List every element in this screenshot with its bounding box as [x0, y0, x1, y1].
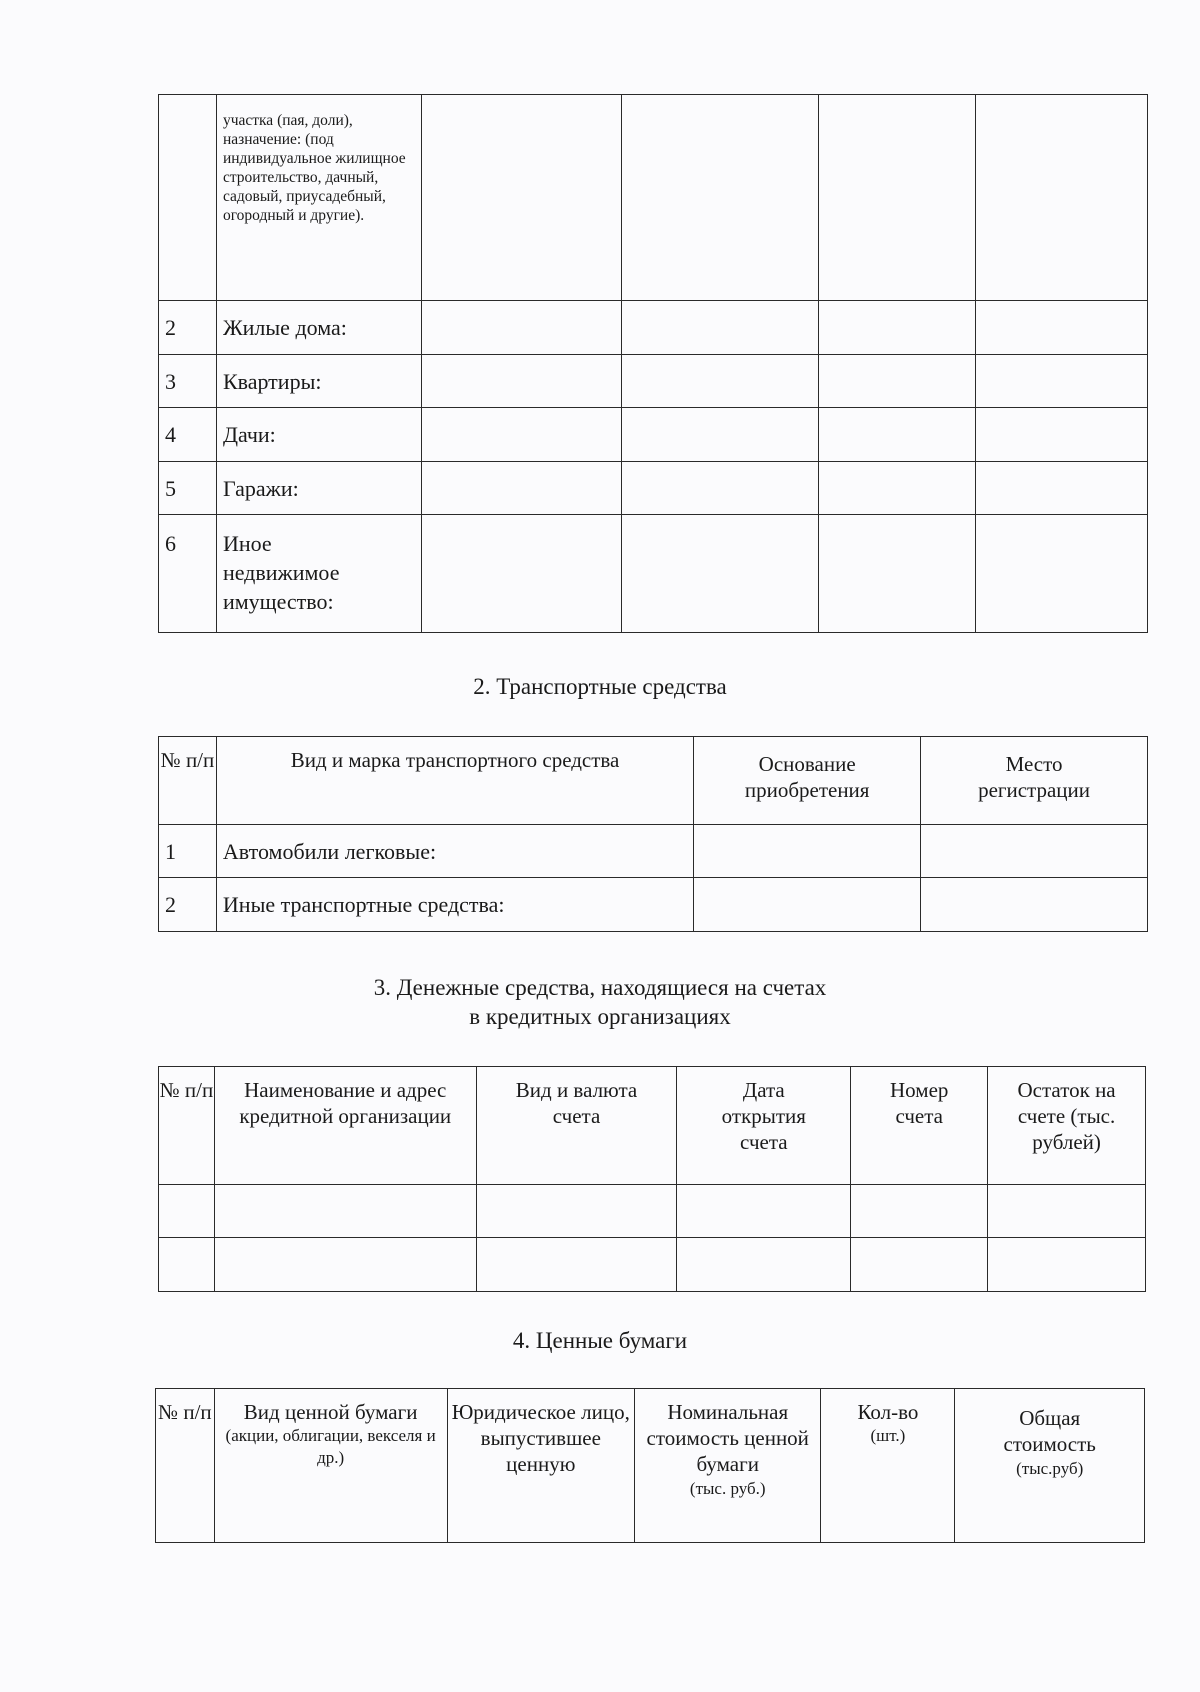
column-header — [635, 1389, 821, 1543]
cell — [819, 95, 976, 301]
cell — [694, 878, 921, 932]
cell — [921, 878, 1148, 932]
cell — [819, 408, 976, 462]
row-label: Дачи: — [216, 408, 421, 462]
cell — [976, 462, 1148, 515]
row-number: 5 — [159, 462, 217, 515]
row-number: 4 — [159, 408, 217, 462]
cell — [476, 1238, 677, 1292]
table-row — [159, 878, 1148, 932]
cell — [677, 1185, 851, 1238]
row-label: Иные транспортные средства: — [216, 878, 693, 932]
cell — [621, 95, 819, 301]
header-subtext: (шт.) — [870, 1426, 906, 1445]
column-header: № п/п — [159, 1067, 215, 1185]
cell — [421, 515, 621, 633]
header-text: Номинальная стоимость ценной бумаги — [646, 1400, 809, 1476]
securities-table — [155, 1388, 1145, 1543]
row-label: Жилые дома: — [216, 301, 421, 355]
cell — [214, 1238, 476, 1292]
cell — [988, 1185, 1146, 1238]
column-header: Дата открытия счета — [677, 1067, 851, 1185]
cell — [851, 1238, 988, 1292]
cell — [159, 1185, 215, 1238]
section-title: 2. Транспортные средства — [473, 674, 727, 699]
row-number: 3 — [159, 355, 217, 408]
header-text: Общая стоимость — [1003, 1406, 1096, 1456]
row-number: 6 — [159, 515, 217, 633]
cell — [159, 1238, 215, 1292]
table-row — [159, 355, 1148, 408]
cell — [421, 301, 621, 355]
table-row — [159, 95, 1148, 301]
cell — [421, 355, 621, 408]
accounts-table — [158, 1066, 1146, 1292]
section-title: в кредитных организациях — [469, 1004, 731, 1029]
header-subtext: (тыс.руб) — [1016, 1459, 1084, 1478]
header-text: Кол-во — [857, 1400, 919, 1424]
cell — [621, 301, 819, 355]
cell — [694, 825, 921, 878]
table-row — [159, 301, 1148, 355]
column-header: Вид и марка транспортного средства — [216, 737, 693, 825]
cell — [976, 408, 1148, 462]
header-subtext: (акции, облигации, векселя и др.) — [225, 1426, 436, 1467]
cell — [976, 355, 1148, 408]
row-number: 2 — [159, 878, 217, 932]
column-header: Юридическое лицо, выпустившее ценную — [447, 1389, 634, 1543]
row-label: Автомобили легковые: — [216, 825, 693, 878]
cell — [621, 408, 819, 462]
cell — [621, 462, 819, 515]
column-header — [821, 1389, 955, 1543]
cell — [421, 408, 621, 462]
cell — [819, 355, 976, 408]
row-label: Гаражи: — [216, 462, 421, 515]
column-header: № п/п — [159, 737, 217, 825]
column-header — [214, 1389, 447, 1543]
section-title: 3. Денежные средства, находящиеся на счетах — [373, 975, 827, 1000]
row-number — [159, 95, 217, 301]
cell — [421, 95, 621, 301]
column-header: Номер счета — [851, 1067, 988, 1185]
realty-table — [158, 94, 1148, 633]
cell — [621, 515, 819, 633]
cell — [921, 825, 1148, 878]
table-row — [159, 515, 1148, 633]
column-header: Основание приобретения — [694, 737, 921, 825]
cell — [621, 355, 819, 408]
column-header — [955, 1389, 1145, 1543]
table-row — [159, 1185, 1146, 1238]
table-row — [159, 408, 1148, 462]
cell — [214, 1185, 476, 1238]
row-number: 2 — [159, 301, 217, 355]
cell — [819, 515, 976, 633]
column-header: Место регистрации — [921, 737, 1148, 825]
table-header-row — [159, 737, 1148, 825]
row-label: участка (пая, доли), назначение: (под индивидуальное жилищное строительство, дачный, садовый, приусадебный, огородный и другие). — [216, 95, 421, 301]
cell — [851, 1185, 988, 1238]
cell — [677, 1238, 851, 1292]
vehicles-table — [158, 736, 1148, 932]
cell — [476, 1185, 677, 1238]
column-header: Вид и валюта счета — [476, 1067, 677, 1185]
row-label: Квартиры: — [216, 355, 421, 408]
table-row — [159, 1238, 1146, 1292]
cell — [976, 301, 1148, 355]
table-row — [159, 825, 1148, 878]
header-subtext: (тыс. руб.) — [689, 1479, 766, 1498]
cell — [819, 301, 976, 355]
row-number: 1 — [159, 825, 217, 878]
row-label: Иное недвижимое имущество: — [216, 515, 421, 633]
column-header: Наименование и адрес кредитной организации — [214, 1067, 476, 1185]
cell — [819, 462, 976, 515]
cell — [988, 1238, 1146, 1292]
cell — [976, 95, 1148, 301]
table-row — [159, 462, 1148, 515]
table-header-row — [156, 1389, 1145, 1543]
header-text: Вид ценной бумаги — [243, 1400, 418, 1424]
column-header: Остаток на счете (тыс. рублей) — [988, 1067, 1146, 1185]
section-title: 4. Ценные бумаги — [512, 1328, 688, 1353]
cell — [421, 462, 621, 515]
cell — [976, 515, 1148, 633]
table-header-row — [159, 1067, 1146, 1185]
column-header: № п/п — [156, 1389, 215, 1543]
